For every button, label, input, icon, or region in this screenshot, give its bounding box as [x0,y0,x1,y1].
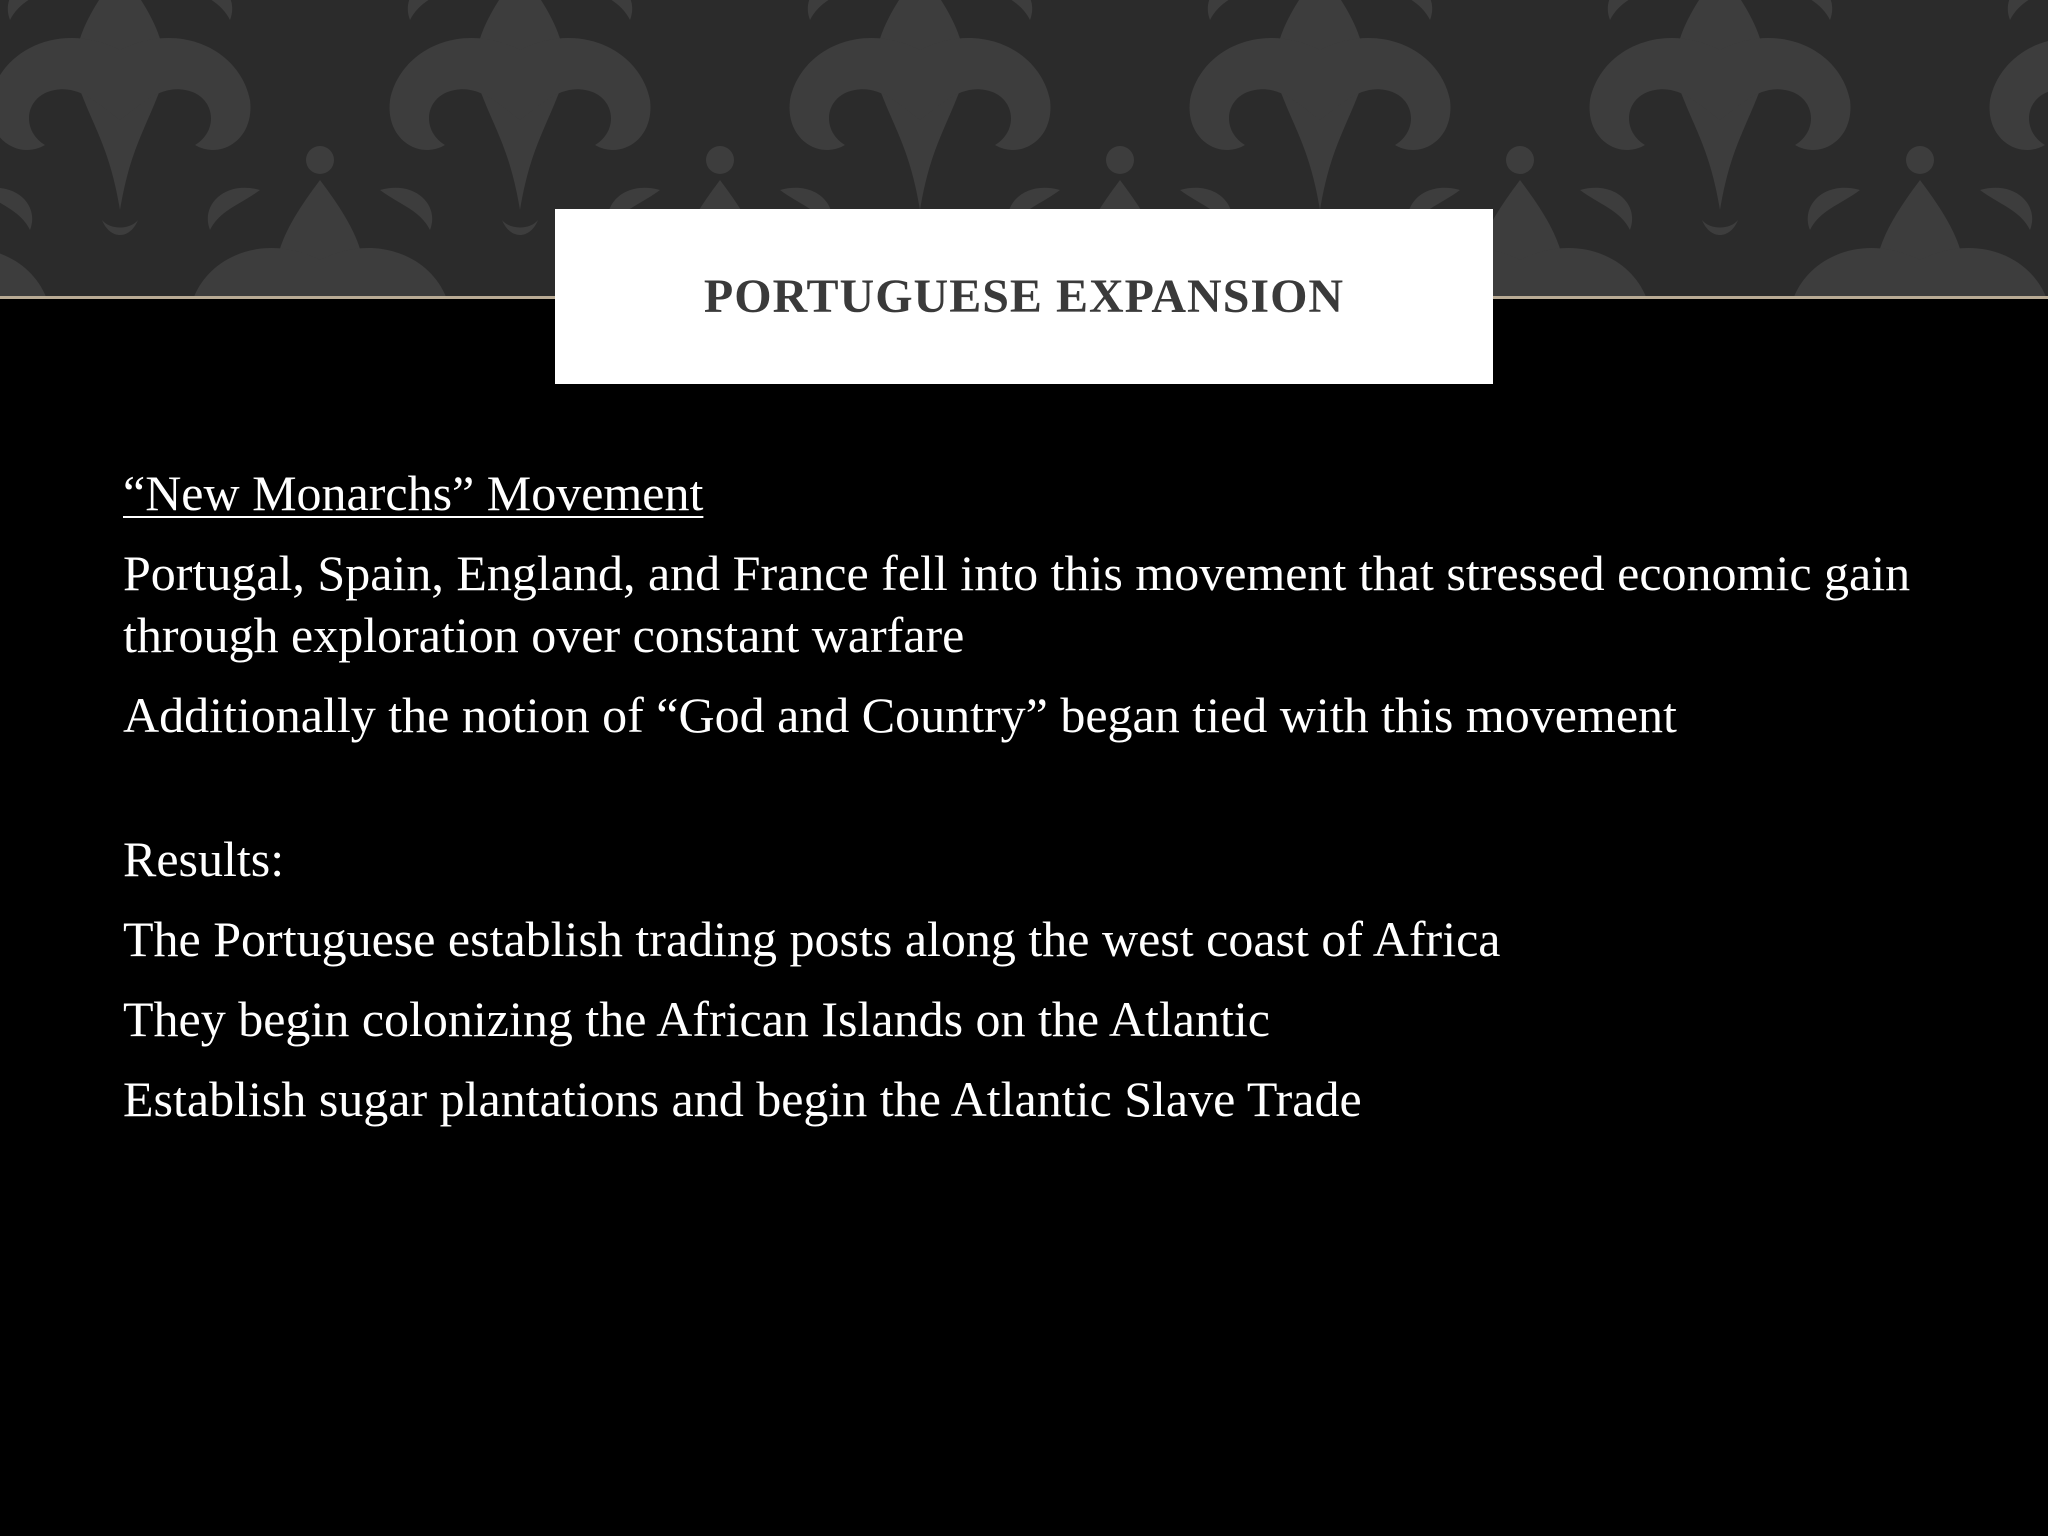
body-heading: “New Monarchs” Movement [123,465,704,521]
body-paragraph-1: Portugal, Spain, England, and France fell into this movement that stressed economic gain through exploration over constant warfare [123,545,1911,663]
slide-body [123,462,1943,1148]
body-spacer [123,764,1943,828]
title-box [555,209,1493,384]
body-paragraph-2: Additionally the notion of “God and Country” began tied with this movement [123,687,1677,743]
result-item-1: The Portuguese establish trading posts along the west coast of Africa [123,911,1501,967]
result-item-3: Establish sugar plantations and begin the Atlantic Slave Trade [123,1071,1362,1127]
result-item-2: They begin colonizing the African Islands on the Atlantic [123,991,1270,1047]
slide-title: PORTUGUESE EXPANSION [703,270,1345,323]
results-label: Results: [123,831,285,887]
